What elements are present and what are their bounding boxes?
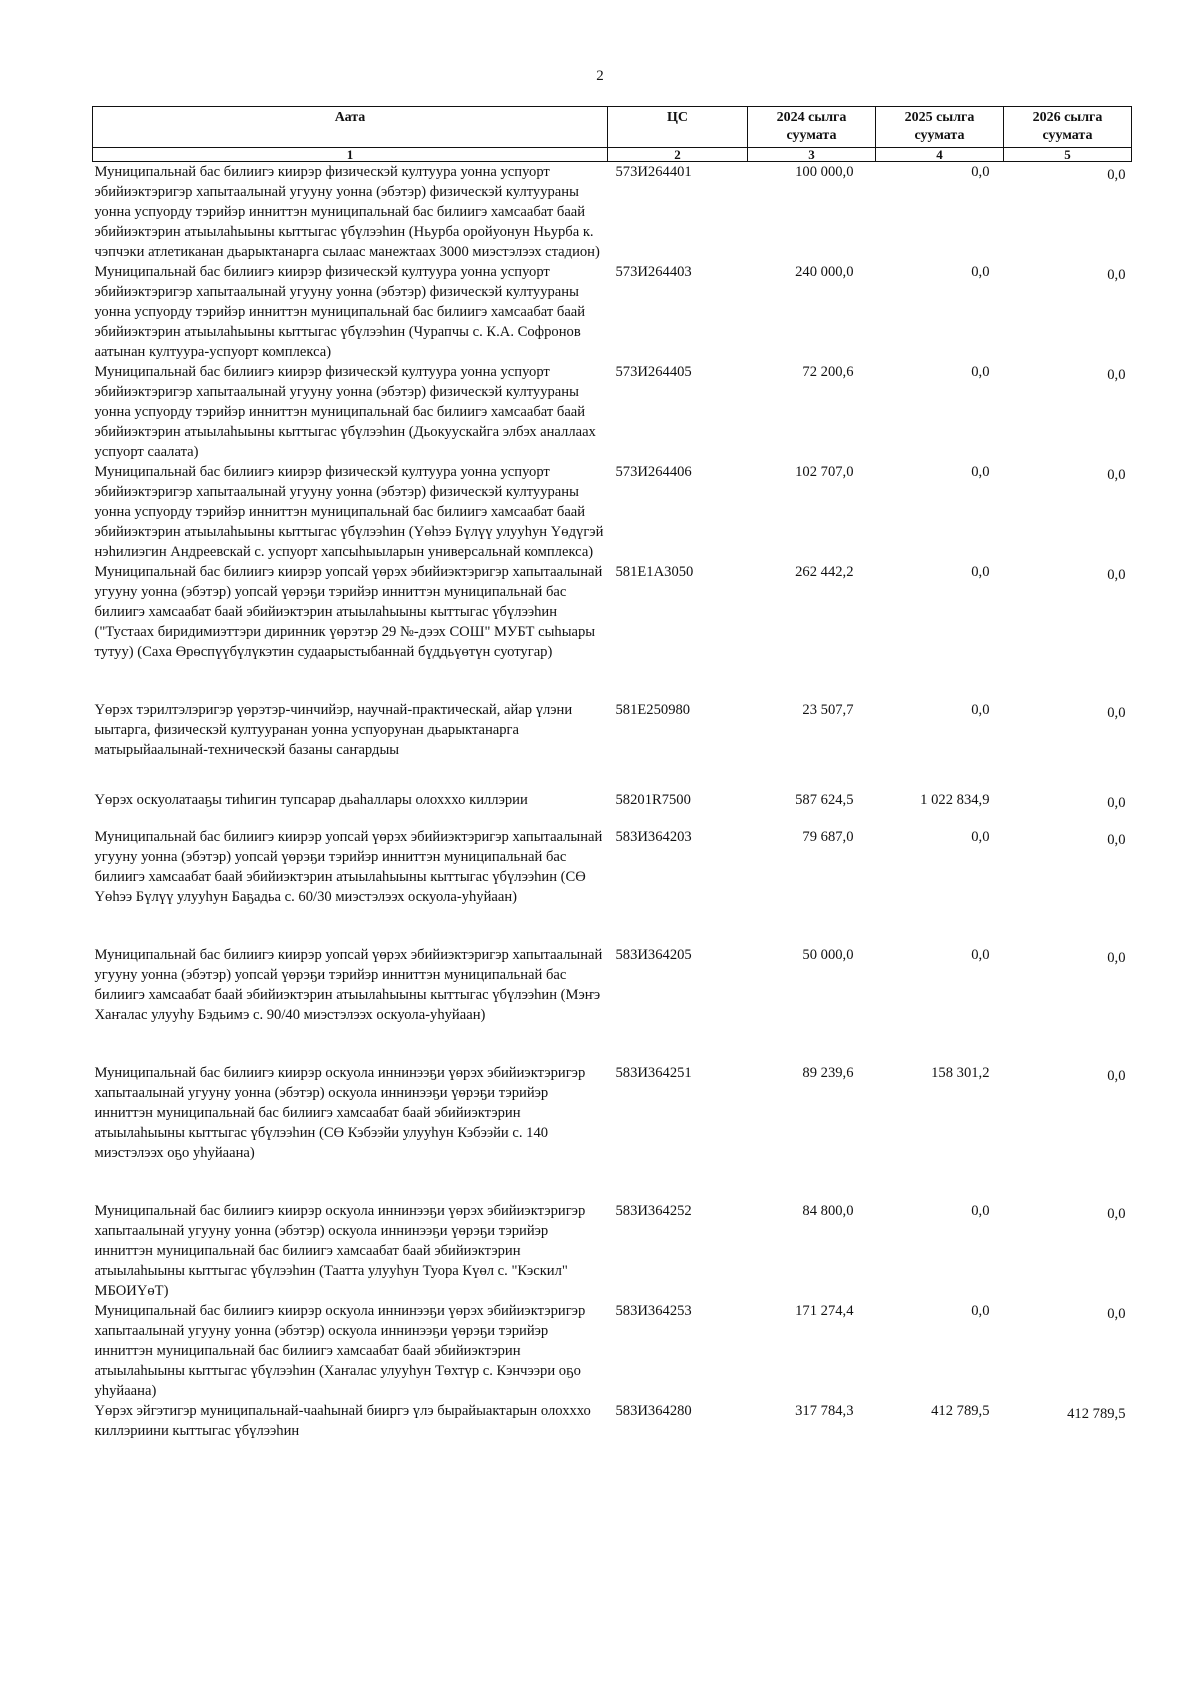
row-value-2026: 0,0: [1107, 167, 1126, 183]
row-value-2026: 0,0: [1107, 950, 1126, 966]
row-name: Муниципальнай бас билиигэ киирэр физическэй култуура уонна успуорт эбийиэктэригэр хапытаалынай угууну уонна (эбэтэр) физическэй култуураны уонна успуорду тэрийэр инниттэн муниципальнай бас билиигэ хамсаабат баай эбийиэктэрин атыылаһыыны кыттыгас үбүлээһин (Ньурба оройуонун Ньурба к. чэпчэки атлетиканан дьарыктанарга сылаас манежтаах 3000 миэстэлээх стадион): [94, 164, 600, 260]
row-name: Муниципальнай бас билиигэ киирэр оскуола иннинээҕи үөрэх эбийиэктэригэр хапытаалынай угууну уонна (эбэтэр) оскуола иннинээҕи үөрэҕи тэрийэр инниттэн муниципальнай бас билиигэ хамсаабат баай эбийиэктэрин атыылаһыыны кыттыгас үбүлээһин (СӨ Кэбээйи улууһун Кэбээйи с. 140 миэстэлээх оҕо уһуйаана): [94, 1065, 586, 1161]
row-value-2024: 262 442,2: [795, 564, 854, 580]
row-value-2026: 0,0: [1107, 267, 1126, 283]
header-row: [93, 107, 1132, 148]
table-row: [93, 1063, 1132, 1201]
row-name: Муниципальнай бас билиигэ киирэр физическэй култуура уонна успуорт эбийиэктэригэр хапытаалынай угууну уонна (эбэтэр) физическэй култуураны уонна успуорду тэрийэр инниттэн муниципальнай бас билиигэ хамсаабат баай эбийиэктэрин атыылаһыыны кыттыгас үбүлээһин (Чурапчы с. К.А. Софронов аатынан култуура-успуорт комплекса): [94, 264, 586, 360]
row-cs-code: 573И264405: [615, 364, 692, 380]
table-row: [93, 462, 1132, 562]
header-2025: 2025 сылга суумата: [876, 107, 1004, 148]
row-value-2024: 79 687,0: [802, 829, 854, 845]
row-name: Муниципальнай бас билиигэ киирэр уопсай үөрэх эбийиэктэригэр хапытаалынай угууну уонна (эбэтэр) уопсай үөрэҕи тэрийэр инниттэн муниципальнай бас билиигэ хамсаабат баай эбийиэктэрин атыылаһыыны кыттыгас үбүлээһин (Мэҥэ Хаҥалас улууһу Бэдьимэ с. 90/40 миэстэлээх оскуола-уһуйаан): [94, 947, 603, 1023]
row-value-2026: 0,0: [1107, 705, 1126, 721]
table-row: [93, 790, 1132, 827]
row-cs-code: 583И364251: [615, 1065, 692, 1081]
row-cs-code: 573И264406: [615, 464, 692, 480]
row-cs-code: 573И264401: [615, 164, 692, 180]
row-value-2025: 0,0: [971, 829, 990, 845]
row-value-2025: 0,0: [971, 364, 990, 380]
budget-table: [92, 106, 1132, 1441]
header-2024: 2024 сылга суумата: [748, 107, 876, 148]
row-cs-code: 583И364205: [615, 947, 692, 963]
index-5: 5: [1004, 148, 1132, 162]
row-name: Муниципальнай бас билиигэ киирэр физическэй култуура уонна успуорт эбийиэктэригэр хапытаалынай угууну уонна (эбэтэр) физическэй култуураны уонна успуорду тэрийэр инниттэн муниципальнай бас билиигэ хамсаабат баай эбийиэктэрин атыылаһыыны кыттыгас үбүлээһин (Үөһээ Бүлүү улууһун Үөдүгэй нэһилиэгин Андреевскай с. успуорт хапсыһыыларын универсальнай комплекса): [94, 464, 604, 560]
index-1: 1: [93, 148, 608, 162]
row-value-2024: 171 274,4: [795, 1303, 854, 1319]
row-value-2024: 72 200,6: [802, 364, 854, 380]
row-cs-code: 583И364252: [615, 1203, 692, 1219]
row-value-2025: 412 789,5: [931, 1403, 990, 1419]
row-name: Муниципальнай бас билиигэ киирэр уопсай үөрэх эбийиэктэригэр хапытаалынай угууну уонна (эбэтэр) уопсай үөрэҕи тэрийэр инниттэн муниципальнай бас билиигэ хамсаабат баай эбийиэктэрин атыылаһыыны кыттыгас үбүлээһин (СӨ Үөһээ Бүлүү улууһун Баҕадьа с. 60/30 миэстэлээх оскуола-уһуйаан): [94, 829, 603, 905]
row-value-2026: 0,0: [1107, 1206, 1126, 1222]
index-3: 3: [748, 148, 876, 162]
row-value-2024: 23 507,7: [802, 702, 854, 718]
row-value-2025: 0,0: [971, 1303, 990, 1319]
row-value-2025: 1 022 834,9: [920, 792, 990, 808]
row-value-2024: 102 707,0: [795, 464, 854, 480]
row-cs-code: 583И364203: [615, 829, 692, 845]
row-name: Үөрэх эйгэтигэр муниципальнай-чааһынай бииргэ үлэ бырайыактарын олохххо киллэриини кыттыгас үбүлээһин: [94, 1403, 591, 1439]
row-value-2025: 158 301,2: [931, 1065, 990, 1081]
table-row: [93, 562, 1132, 700]
row-cs-code: 581E1A3050: [615, 564, 694, 580]
row-cs-code: 581E250980: [615, 702, 691, 718]
row-value-2025: 0,0: [971, 564, 990, 580]
row-value-2025: 0,0: [971, 947, 990, 963]
row-value-2024: 240 000,0: [795, 264, 854, 280]
table-row: [93, 1401, 1132, 1441]
row-value-2026: 0,0: [1107, 795, 1126, 811]
row-cs-code: 58201R7500: [615, 792, 691, 808]
index-2: 2: [608, 148, 748, 162]
row-name: Муниципальнай бас билиигэ киирэр оскуола иннинээҕи үөрэх эбийиэктэригэр хапытаалынай угууну уонна (эбэтэр) оскуола иннинээҕи үөрэҕи тэрийэр инниттэн муниципальнай бас билиигэ хамсаабат баай эбийиэктэрин атыылаһыыны кыттыгас үбүлээһин (Хаҥалас улууһун Төхтүр с. Кэнчээри оҕо уһуйаана): [94, 1303, 586, 1399]
table-row: [93, 945, 1132, 1063]
row-name: Муниципальнай бас билиигэ киирэр физическэй култуура уонна успуорт эбийиэктэригэр хапытаалынай угууну уонна (эбэтэр) физическэй култуураны уонна успуорду тэрийэр инниттэн муниципальнай бас билиигэ хамсаабат баай эбийиэктэрин атыылаһыыны кыттыгас үбүлээһин (Дьокуускайга элбэх аналлаах успуорт саалата): [94, 364, 596, 460]
row-value-2026: 0,0: [1107, 1068, 1126, 1084]
header-2026: 2026 сылга суумата: [1004, 107, 1132, 148]
row-value-2026: 0,0: [1107, 1306, 1126, 1322]
header-name: Аата: [93, 107, 608, 148]
header-cs: ЦС: [608, 107, 748, 148]
row-value-2024: 100 000,0: [795, 164, 854, 180]
row-value-2026: 0,0: [1107, 467, 1126, 483]
row-cs-code: 583И364253: [615, 1303, 692, 1319]
row-value-2026: 0,0: [1107, 567, 1126, 583]
row-value-2026: 0,0: [1107, 832, 1126, 848]
row-value-2026: 0,0: [1107, 367, 1126, 383]
table-row: [93, 262, 1132, 362]
row-name: Үөрэх оскуолатааҕы тиһигин тупсарар дьаһаллары олохххо киллэрии: [94, 792, 528, 808]
table-row: [93, 1201, 1132, 1301]
index-row: [93, 148, 1132, 162]
row-value-2025: 0,0: [971, 702, 990, 718]
row-value-2024: 84 800,0: [802, 1203, 854, 1219]
page-number: 2: [596, 68, 604, 84]
row-value-2025: 0,0: [971, 264, 990, 280]
table-row: [93, 162, 1132, 263]
row-cs-code: 573И264403: [615, 264, 692, 280]
table-row: [93, 827, 1132, 945]
row-value-2024: 89 239,6: [802, 1065, 854, 1081]
row-cs-code: 583И364280: [615, 1403, 692, 1419]
row-value-2025: 0,0: [971, 464, 990, 480]
row-value-2024: 587 624,5: [795, 792, 854, 808]
table-row: [93, 362, 1132, 462]
row-name: Үөрэх тэрилтэлэригэр үөрэтэр-чинчийэр, научнай-практическай, айар үлэни ыытарга, физическэй култууранан уонна успуорунан дьарыктанарга матырыйаалынай-техническэй базаны саҥардыы: [94, 702, 573, 758]
row-value-2026: 412 789,5: [1067, 1406, 1126, 1422]
row-value-2025: 0,0: [971, 1203, 990, 1219]
row-value-2024: 50 000,0: [802, 947, 854, 963]
row-value-2024: 317 784,3: [795, 1403, 854, 1419]
row-name: Муниципальнай бас билиигэ киирэр уопсай үөрэх эбийиэктэригэр хапытаалынай угууну уонна (эбэтэр) уопсай үөрэҕи тэрийэр инниттэн муниципальнай бас билиигэ хамсаабат баай эбийиэктэрин атыылаһыыны кыттыгас үбүлээһин ("Тустаах биридимиэттэри диринник үөрэтэр 29 №-дээх СОШ" МУБТ сыһыары тутуу) (Саха Өрөспүүбүлүкэтин судаарыстыбаннай бүддьүөтүн суотугар): [94, 564, 603, 660]
table-row: [93, 1301, 1132, 1401]
table-row: [93, 700, 1132, 790]
row-name: Муниципальнай бас билиигэ киирэр оскуола иннинээҕи үөрэх эбийиэктэригэр хапытаалынай угууну уонна (эбэтэр) оскуола иннинээҕи үөрэҕи тэрийэр инниттэн муниципальнай бас билиигэ хамсаабат баай эбийиэктэрин атыылаһыыны кыттыгас үбүлээһин (Таатта улууһун Туора Күөл с. "Кэскил" МБОИҮөТ): [94, 1203, 586, 1299]
row-value-2025: 0,0: [971, 164, 990, 180]
index-4: 4: [876, 148, 1004, 162]
